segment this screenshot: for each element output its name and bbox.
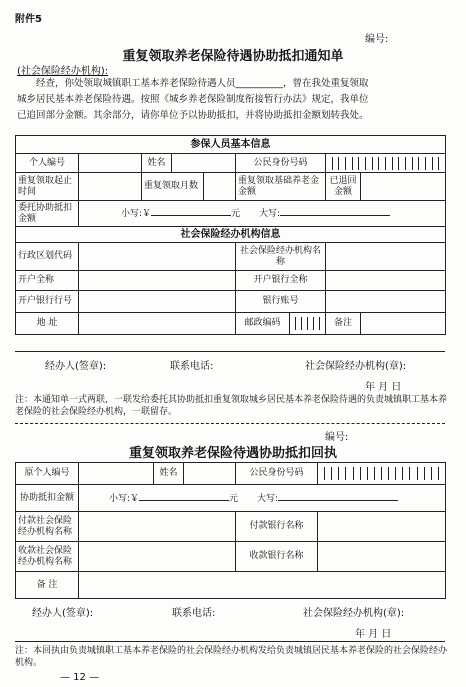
bank-account-label: 银行账号 — [236, 291, 326, 313]
postal-field[interactable] — [290, 313, 326, 335]
start-time-field[interactable] — [79, 173, 142, 201]
entrusted-amount-field[interactable] — [79, 201, 446, 227]
agency-seal-label: 社会保险经办机构(章): — [305, 361, 407, 372]
receipt-handler-label: 经办人(签章): — [32, 608, 94, 619]
base-amount-label: 重复领取基础养老金金额 — [236, 173, 326, 201]
cut-line — [15, 423, 445, 424]
entrusted-amount-label: 委托协助抵扣金额 — [16, 201, 79, 227]
months-label: 重复领取月数 — [142, 173, 204, 201]
notice-note: 注：本通知单一式两联，一联发给委托其协助抵扣重复领取城乡居民基本养老保险待遇的负责城镇职工基本养老保险的社会保险经办机构，一联留存。 — [15, 395, 448, 417]
receipt-divider — [15, 641, 445, 642]
receipt-remark-label: 备 注 — [16, 572, 79, 599]
account-name-label: 开户全称 — [16, 271, 79, 291]
recovered-label: 已退回金额 — [326, 173, 361, 201]
yuan-label: 元 — [231, 209, 241, 219]
account-name-field[interactable] — [79, 271, 236, 291]
page-number: — 12 — — [60, 672, 100, 683]
region-code-field[interactable] — [79, 243, 236, 271]
notice-recipient: (社会保险经办机构): — [17, 66, 109, 77]
agency-name-label: 社会保险经办机构名称 — [236, 243, 326, 271]
receipt-yuan-label: 元 — [229, 493, 239, 504]
notice-form-table — [15, 135, 446, 335]
receipt-title: 重复领取养老保险待遇协助抵扣回执 — [128, 446, 337, 461]
personal-id-label: 个人编号 — [16, 154, 79, 173]
bank-code-field[interactable] — [79, 291, 236, 313]
bank-code-label: 开户银行行号 — [16, 291, 79, 313]
receipt-number-label: 编号: — [325, 432, 349, 443]
start-time-label: 重复领取起止时间 — [16, 173, 79, 201]
handler-label: 经办人(签章): — [45, 361, 107, 372]
recv-agency-field[interactable] — [79, 542, 236, 572]
receipt-citizen-id-field[interactable] — [318, 463, 446, 485]
receipt-note: 注：本回执由负责城镇职工基本养老保险的社会保险经办机构发给负责城镇居民基本养老保险的社会保险经办机构。 — [15, 646, 448, 668]
phone-label: 联系电话: — [170, 361, 214, 372]
divider-line — [15, 351, 445, 352]
receipt-agency-seal-label: 社会保险经办机构(章): — [303, 608, 405, 619]
receipt-big-label: 大写: — [256, 493, 278, 504]
big-amount-label: 大写: — [258, 209, 280, 219]
bank-full-field[interactable] — [326, 271, 446, 291]
agency-name-field[interactable] — [326, 243, 446, 271]
notice-body-1: 经查，你处领取城镇职工基本养老保险待遇人员__________，曾在我处重复领取 — [36, 78, 369, 89]
remark-label: 备注 — [326, 313, 361, 335]
notice-title: 重复领取养老保险待遇协助抵扣通知单 — [122, 49, 344, 64]
attachment-label: 附件5 — [15, 14, 42, 25]
postal-label: 邮政编码 — [236, 313, 290, 335]
notice-number-label: 编号: — [365, 34, 389, 45]
personal-id-field[interactable] — [79, 154, 142, 173]
receipt-name-label: 姓名 — [154, 463, 184, 485]
months-field[interactable] — [204, 173, 236, 201]
receipt-citizen-id-label: 公民身份号码 — [236, 463, 318, 485]
remark-field[interactable] — [361, 313, 446, 335]
receipt-phone-label: 联系电话: — [172, 608, 216, 619]
pay-agency-label: 付款社会保险经办机构名称 — [16, 512, 79, 542]
recv-agency-label: 收款社会保险经办机构名称 — [16, 542, 79, 572]
notice-body-3: 已追回部分金额。其余部分，请你单位予以协助抵扣，并将协助抵扣金额划转我处。 — [17, 110, 369, 121]
name-label: 姓名 — [142, 154, 172, 173]
citizen-id-field[interactable] — [326, 154, 446, 173]
orig-personal-id-field[interactable] — [79, 463, 154, 485]
citizen-id-label: 公民身份号码 — [236, 154, 326, 173]
receipt-date-label: 年 月 日 — [355, 629, 392, 640]
deduct-amount-field[interactable] — [79, 485, 446, 512]
pay-bank-field[interactable] — [318, 512, 446, 542]
address-label: 地 址 — [16, 313, 79, 335]
bank-full-label: 开户银行全称 — [236, 271, 326, 291]
receipt-remark-field[interactable] — [79, 572, 446, 599]
section-personal-info: 参保人员基本信息 — [16, 136, 446, 154]
recovered-field[interactable] — [361, 173, 446, 201]
section-agency-info: 社会保险经办机构信息 — [16, 227, 446, 243]
receipt-name-field[interactable] — [184, 463, 236, 485]
receipt-form-table — [15, 462, 446, 599]
notice-body-2: 城乡居民基本养老保险待遇。按照《城乡养老保险制度衔接暂行办法》规定，我单位 — [17, 94, 369, 105]
bank-account-field[interactable] — [326, 291, 446, 313]
recv-bank-label: 收款银行名称 — [236, 542, 318, 572]
name-field[interactable] — [172, 154, 236, 173]
small-amount-label: 小写:￥ — [121, 209, 152, 219]
orig-personal-id-label: 原个人编号 — [16, 463, 79, 485]
deduct-amount-label: 协助抵扣金额 — [16, 485, 79, 512]
address-field[interactable] — [79, 313, 236, 335]
pay-agency-field[interactable] — [79, 512, 236, 542]
region-code-label: 行政区划代码 — [16, 243, 79, 271]
date-label: 年 月 日 — [365, 382, 402, 393]
recv-bank-field[interactable] — [318, 542, 446, 572]
receipt-small-label: 小写:￥ — [109, 493, 140, 504]
pay-bank-label: 付款银行名称 — [236, 512, 318, 542]
